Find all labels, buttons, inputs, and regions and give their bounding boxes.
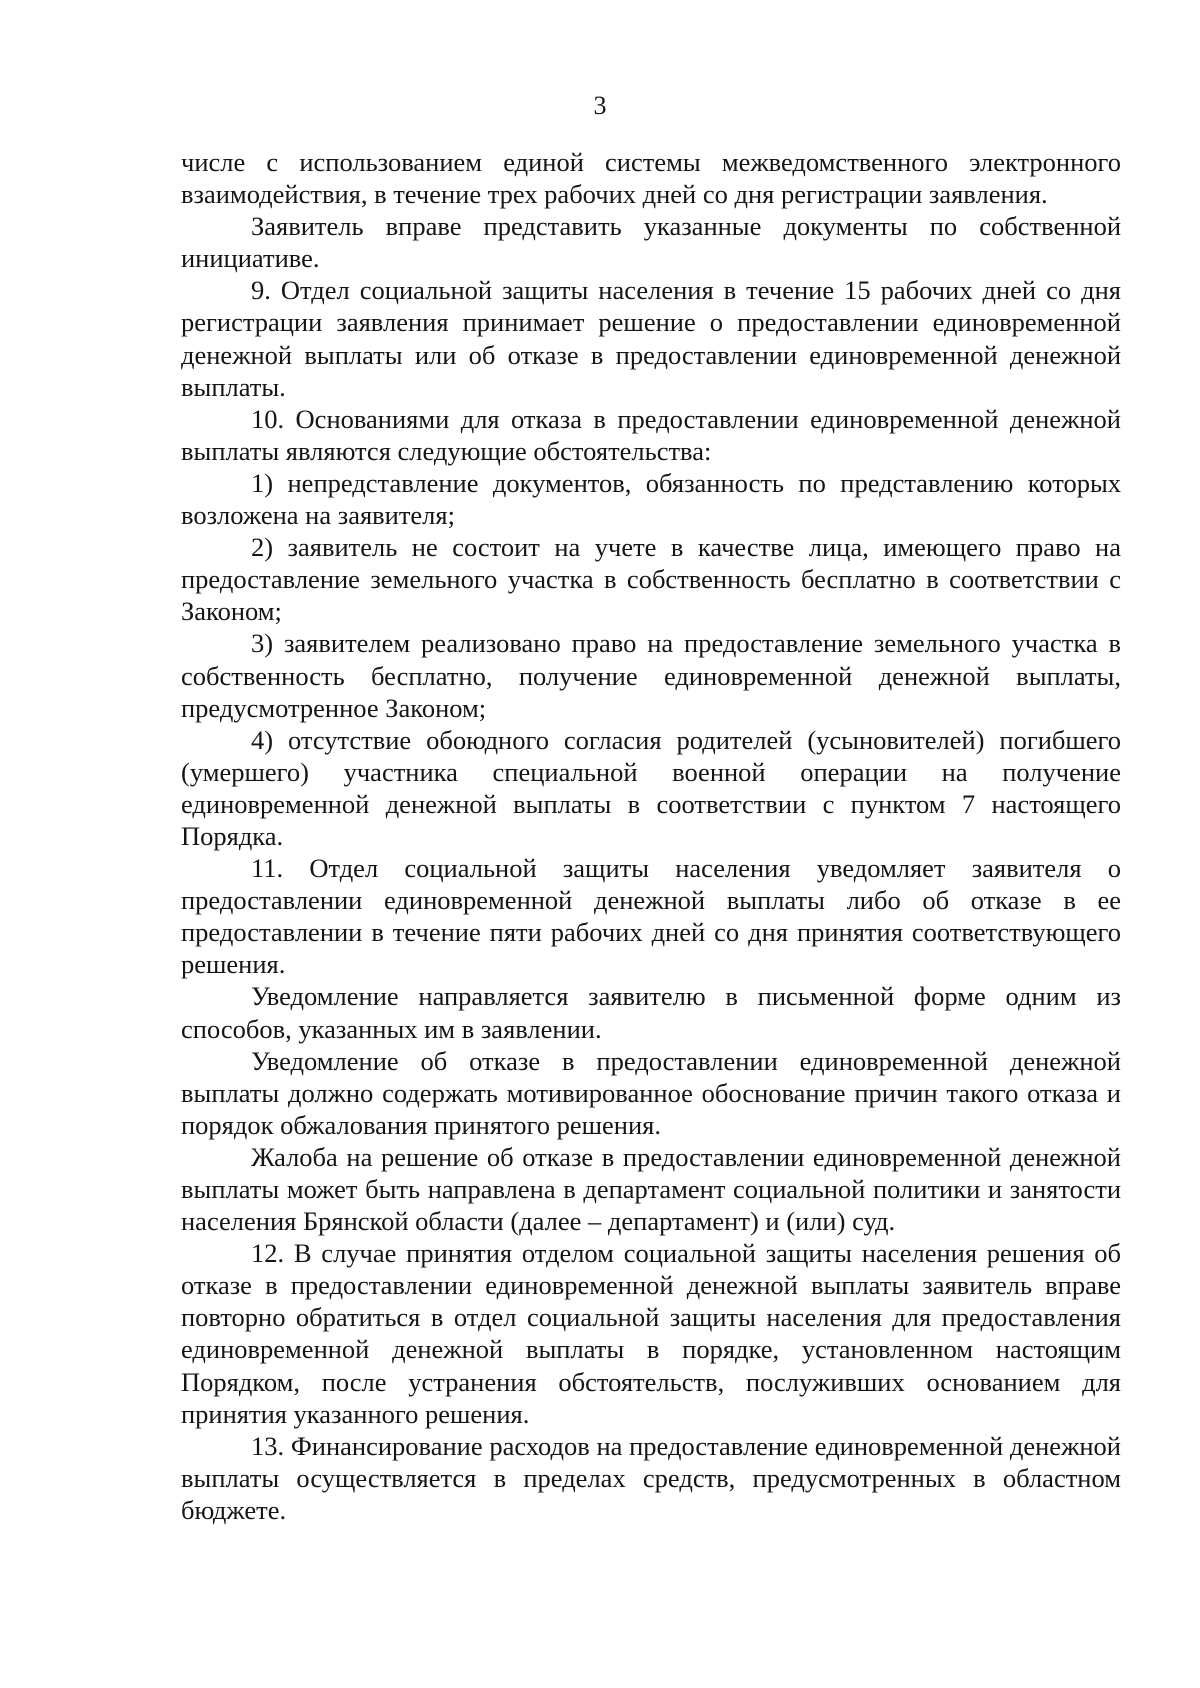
paragraph-complaint: Жалоба на решение об отказе в предоставлении единовременной денежной выплаты может быть направлена в департамент социальной политики и занятости населения Брянской области (далее – департамент) и (или) суд.	[181, 1141, 1121, 1237]
paragraph-notification-form: Уведомление направляется заявителю в письменной форме одним из способов, указанных им в заявлении.	[181, 981, 1121, 1044]
paragraph-item-13: 13. Финансирование расходов на предоставление единовременной денежной выплаты осуществляется в пределах средств, предусмотренных в областном бюджете.	[181, 1430, 1121, 1525]
paragraph-subitem-1: 1) непредставление документов, обязанность по представлению которых возложена на заявителя;	[181, 467, 1121, 531]
paragraph-applicant-right: Заявитель вправе представить указанные документы по собственной инициативе.	[181, 211, 1121, 274]
paragraph-item-9: 9. Отдел социальной защиты населения в течение 15 рабочих дней со дня регистрации заявления принимает решение о предоставлении единовременной денежной выплаты или об отказе в предоставлении единовременной денежной выплаты.	[181, 275, 1121, 402]
paragraph-subitem-3: 3) заявителем реализовано право на предоставление земельного участка в собственность бесплатно, получение единовременной денежной выплаты, предусмотренное Законом;	[181, 628, 1121, 723]
paragraph-continuation: числе с использованием единой системы межведомственного электронного взаимодействия, в течение трех рабочих дней со дня регистрации заявления.	[181, 147, 1121, 210]
page-number: 3	[593, 91, 607, 120]
paragraph-item-12: 12. В случае принятия отделом социальной защиты населения решения об отказе в предоставлении единовременной денежной выплаты заявитель вправе повторно обратиться в отдел социальной защиты населения для предоставления единовременной денежной выплаты в порядке, установленном настоящим Порядком, после устранения обстоятельств, послуживших основанием для принятия указанного решения.	[181, 1238, 1121, 1429]
paragraph-item-10: 10. Основаниями для отказа в предоставлении единовременной денежной выплаты являются следующие обстоятельства:	[181, 403, 1121, 466]
paragraph-item-11: 11. Отдел социальной защиты населения уведомляет заявителя о предоставлении единовременной денежной выплаты либо об отказе в ее предоставлении в течение пяти рабочих дней со дня принятия соответствующего решения.	[181, 853, 1121, 980]
paragraph-subitem-4: 4) отсутствие обоюдного согласия родителей (усыновителей) погибшего (умершего) участника специальной военной операции на получение единовременной денежной выплаты в соответствии с пунктом 7 настоящего Порядка.	[181, 724, 1121, 851]
paragraph-subitem-2: 2) заявитель не состоит на учете в качестве лица, имеющего право на предоставление земельного участка в собственность бесплатно в соответствии с Законом;	[181, 532, 1121, 627]
document-body	[181, 146, 1121, 1526]
paragraph-refusal-notification: Уведомление об отказе в предоставлении единовременной денежной выплаты должно содержать мотивированное обоснование причин такого отказа и порядок обжалования принятого решения.	[181, 1045, 1121, 1140]
